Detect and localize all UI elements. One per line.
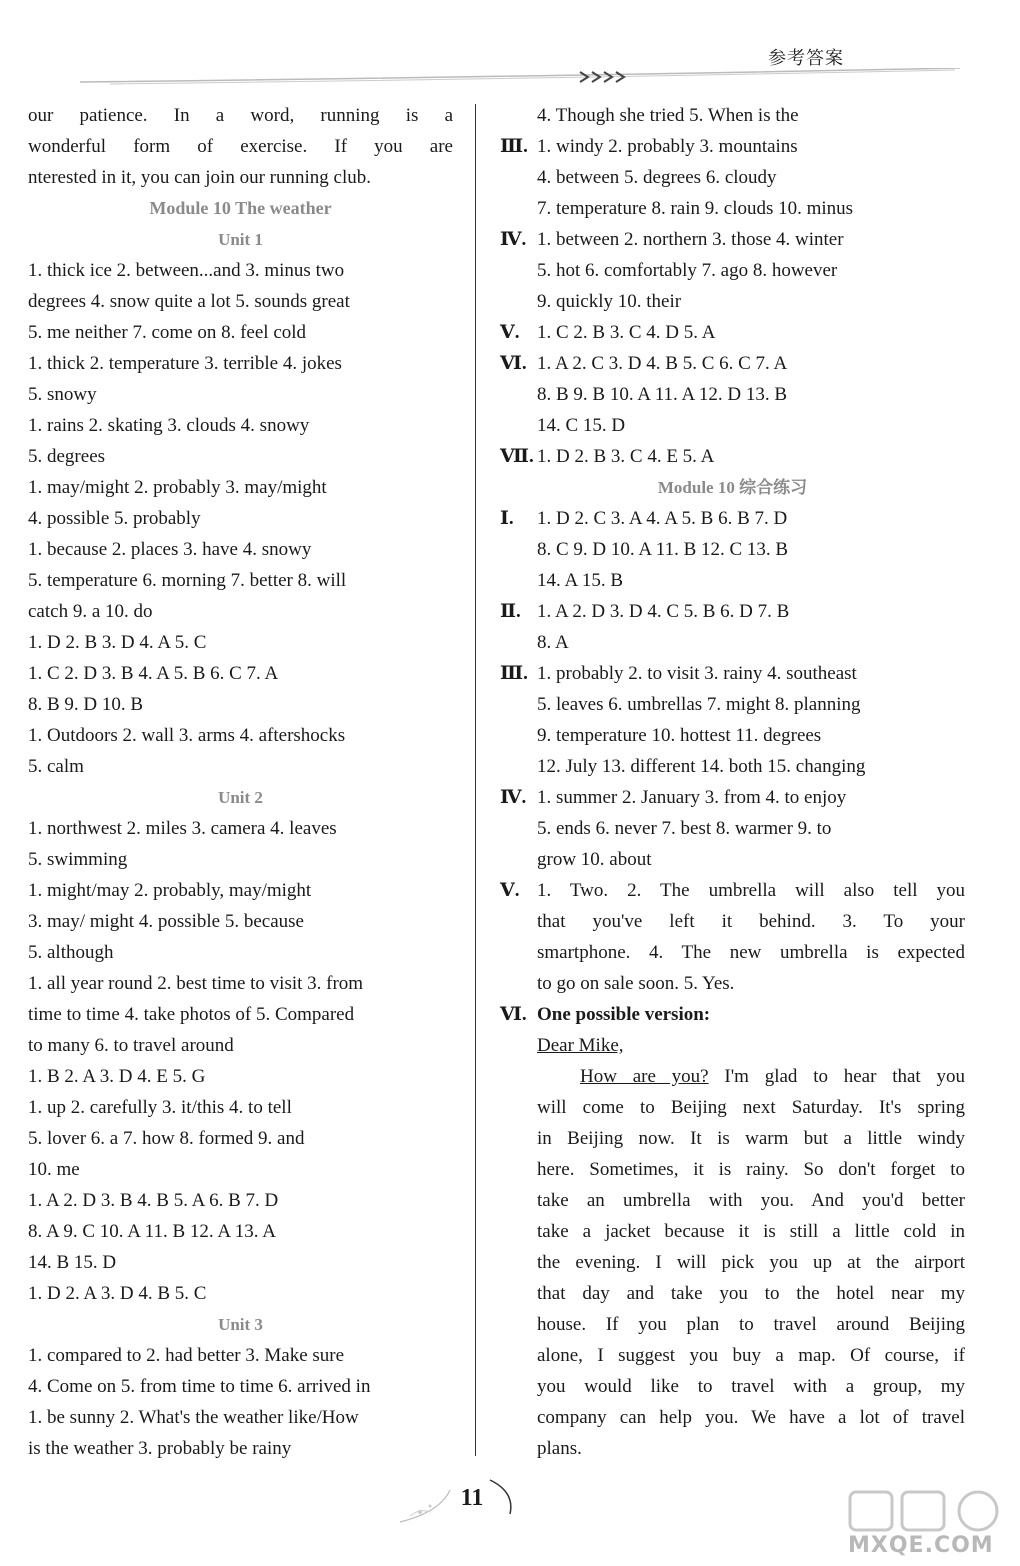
answer-line: 1. might/may 2. probably, may/might [28,880,312,901]
answer-line [500,255,965,286]
section-numeral: Ⅰ. [500,508,514,529]
answer-line: our patience. In a word, running is a [28,105,453,126]
answer-text: 14. A 15. B [537,570,624,591]
answer-line: 1. Outdoors 2. wall 3. arms 4. aftershocks [28,725,346,746]
answer-line [500,1061,965,1092]
answer-text: 5. leaves 6. umbrellas 7. might 8. planning [537,694,861,715]
column-divider [475,104,476,1456]
answer-text: take an umbrella with you. And you'd better [537,1190,965,1211]
answer-line [500,441,965,472]
answer-line [500,286,965,317]
answer-text: 4. between 5. degrees 6. cloudy [537,167,777,188]
answer-text: house. If you plan to travel around Beijing [537,1314,965,1335]
answer-line: 8. A 9. C 10. A 11. B 12. A 13. A [28,1221,276,1242]
answer-line: 1. rains 2. skating 3. clouds 4. snowy [28,415,310,436]
section-numeral: Ⅲ. [500,663,528,684]
page-number: 11 [460,1485,484,1511]
section-numeral: Ⅴ. [500,322,520,343]
answer-text: the evening. I will pick you up at the airport [537,1252,965,1273]
watermark-text: MXQE.COM [848,1533,994,1558]
answer-text: plans. [537,1438,582,1459]
answer-text: 14. C 15. D [537,415,626,436]
answer-text: 5. ends 6. never 7. best 8. warmer 9. to [537,818,832,839]
section-heading [500,472,965,503]
answer-line: 1. B 2. A 3. D 4. E 5. G [28,1066,206,1087]
answer-line: 1. because 2. places 3. have 4. snowy [28,539,312,560]
answer-text: 9. temperature 10. hottest 11. degrees [537,725,822,746]
section-numeral: Ⅲ. [500,136,528,157]
right-column [500,100,965,1464]
header-rule [80,68,960,86]
answer-line [500,782,965,813]
section-numeral: Ⅶ. [500,446,534,467]
left-column [28,100,453,1464]
answer-line [500,689,965,720]
answer-line: 3. may/ might 4. possible 5. because [28,911,304,932]
answer-line: 5. degrees [28,446,106,467]
answer-line: 1. all year round 2. best time to visit 3. from [28,973,364,994]
answer-text: How are you? I'm glad to hear that you [580,1066,965,1087]
answer-text: alone, I suggest you buy a map. Of course, if [537,1345,965,1366]
answer-line: 14. B 15. D [28,1252,117,1273]
answer-line [500,1371,965,1402]
answer-line [500,1247,965,1278]
answer-text: here. Sometimes, it is rainy. So don't forget to [537,1159,965,1180]
answer-line [500,1154,965,1185]
answer-line [500,317,965,348]
answer-text: company can help you. We have a lot of travel [537,1407,965,1428]
answer-line [500,1216,965,1247]
section-numeral: Ⅳ. [500,787,527,808]
answer-line: 1. be sunny 2. What's the weather like/How [28,1407,359,1428]
answer-line [500,503,965,534]
section-heading: Unit 3 [218,1315,263,1334]
answer-text: that you've left it behind. 3. To your [537,911,965,932]
answer-text: 5. hot 6. comfortably 7. ago 8. however [537,260,838,281]
answer-text: 1. D 2. B 3. C 4. E 5. A [537,446,715,467]
section-numeral: Ⅳ. [500,229,527,250]
answer-line [500,1030,965,1061]
underlined-phrase: How are you? [580,1066,709,1087]
answer-text: will come to Beijing next Saturday. It's spring [537,1097,965,1118]
answer-line: 1. thick ice 2. between...and 3. minus two [28,260,345,281]
answer-line: 4. possible 5. probably [28,508,201,529]
section-numeral: Ⅵ. [500,353,527,374]
answer-line: catch 9. a 10. do [28,601,153,622]
answer-line [500,131,965,162]
answer-line [500,379,965,410]
answer-line [500,100,965,131]
answer-line [500,1309,965,1340]
answer-line [500,1340,965,1371]
answer-line: 1. may/might 2. probably 3. may/might [28,477,327,498]
answer-text: 1. summer 2. January 3. from 4. to enjoy [537,787,847,808]
answer-line: is the weather 3. probably be rainy [28,1438,292,1459]
answer-line: 1. compared to 2. had better 3. Make sure [28,1345,345,1366]
answer-text: 8. A [537,632,569,653]
answer-line [500,410,965,441]
answer-text: 1. Two. 2. The umbrella will also tell you [537,880,965,901]
answer-text: 12. July 13. different 14. both 15. changing [537,756,866,777]
answer-line: 1. D 2. B 3. D 4. A 5. C [28,632,207,653]
answer-text: smartphone. 4. The new umbrella is expected [537,942,965,963]
answer-text: 1. D 2. C 3. A 4. A 5. B 6. B 7. D [537,508,788,529]
answer-line: 5. although [28,942,114,963]
answer-line [500,596,965,627]
answer-line: wonderful form of exercise. If you are [28,136,453,157]
answer-text: One possible version: [537,1004,711,1025]
answer-line [500,348,965,379]
answer-line: to many 6. to travel around [28,1035,234,1056]
answer-text: Dear Mike, [537,1035,624,1056]
answer-text: 1. A 2. C 3. D 4. B 5. C 6. C 7. A [537,353,788,374]
answer-line [500,1185,965,1216]
answer-text: 7. temperature 8. rain 9. clouds 10. minus [537,198,854,219]
answer-line [500,1092,965,1123]
answer-line: 1. thick 2. temperature 3. terrible 4. jokes [28,353,342,374]
answer-text: 8. C 9. D 10. A 11. B 12. C 13. B [537,539,789,560]
answer-line [500,720,965,751]
answer-line: 5. lover 6. a 7. how 8. formed 9. and [28,1128,305,1149]
answer-line [500,162,965,193]
header-title: 参考答案 [768,48,844,69]
answer-line [500,658,965,689]
answer-line [500,844,965,875]
answer-line: 1. northwest 2. miles 3. camera 4. leaves [28,818,337,839]
answer-text: take a jacket because it is still a little cold in [537,1221,965,1242]
answer-text: 1. C 2. B 3. C 4. D 5. A [537,322,716,343]
answer-line: 5. temperature 6. morning 7. better 8. will [28,570,347,591]
answer-text: grow 10. about [537,849,652,870]
answer-text: that day and take you to the hotel near my [537,1283,965,1304]
answer-text: 8. B 9. B 10. A 11. A 12. D 13. B [537,384,788,405]
answer-text: 1. windy 2. probably 3. mountains [537,136,798,157]
answer-line [500,627,965,658]
answer-line [500,968,965,999]
answer-text: Module 10 综合练习 [657,478,808,497]
answer-line [500,193,965,224]
answer-line [500,534,965,565]
answer-line: nterested in it, you can join our running club. [28,167,371,188]
answer-line [500,999,965,1030]
answer-line [500,813,965,844]
answer-line [500,1278,965,1309]
answer-text: in Beijing now. It is warm but a little windy [537,1128,965,1149]
answer-line: 1. A 2. D 3. B 4. B 5. A 6. B 7. D [28,1190,279,1211]
answer-line [500,875,965,906]
answer-text: to go on sale soon. 5. Yes. [537,973,735,994]
answer-line [500,1123,965,1154]
answer-line: 5. me neither 7. come on 8. feel cold [28,322,307,343]
answer-line: degrees 4. snow quite a lot 5. sounds great [28,291,350,312]
answer-line [500,224,965,255]
answer-line [500,565,965,596]
answer-line: 5. swimming [28,849,128,870]
answer-line [500,1402,965,1433]
answer-line: 8. B 9. D 10. B [28,694,144,715]
section-numeral: Ⅵ. [500,1004,527,1025]
answer-line: 5. calm [28,756,84,777]
answer-line [500,906,965,937]
section-numeral: Ⅱ. [500,601,521,622]
section-heading: Unit 2 [218,788,263,807]
answer-line [500,1433,965,1464]
answer-line: time to time 4. take photos of 5. Compared [28,1004,355,1025]
section-heading: Unit 1 [218,230,263,249]
answer-line: 1. C 2. D 3. B 4. A 5. B 6. C 7. A [28,663,279,684]
answer-text: 1. probably 2. to visit 3. rainy 4. southeast [537,663,857,684]
answer-line [500,751,965,782]
section-heading: Module 10 The weather [149,198,332,218]
answer-text: 4. Though she tried 5. When is the [537,105,799,126]
answer-line: 10. me [28,1159,80,1180]
answer-text: 9. quickly 10. their [537,291,682,312]
answer-line: 1. D 2. A 3. D 4. B 5. C [28,1283,207,1304]
answer-line: 5. snowy [28,384,97,405]
answer-line: 1. up 2. carefully 3. it/this 4. to tell [28,1097,292,1118]
answer-text: 1. between 2. northern 3. those 4. winter [537,229,844,250]
answer-line: 4. Come on 5. from time to time 6. arrived in [28,1376,371,1397]
answer-text: you would like to travel with a group, my [537,1376,965,1397]
answer-line [500,937,965,968]
section-numeral: Ⅴ. [500,880,520,901]
answer-text: 1. A 2. D 3. D 4. C 5. B 6. D 7. B [537,601,790,622]
